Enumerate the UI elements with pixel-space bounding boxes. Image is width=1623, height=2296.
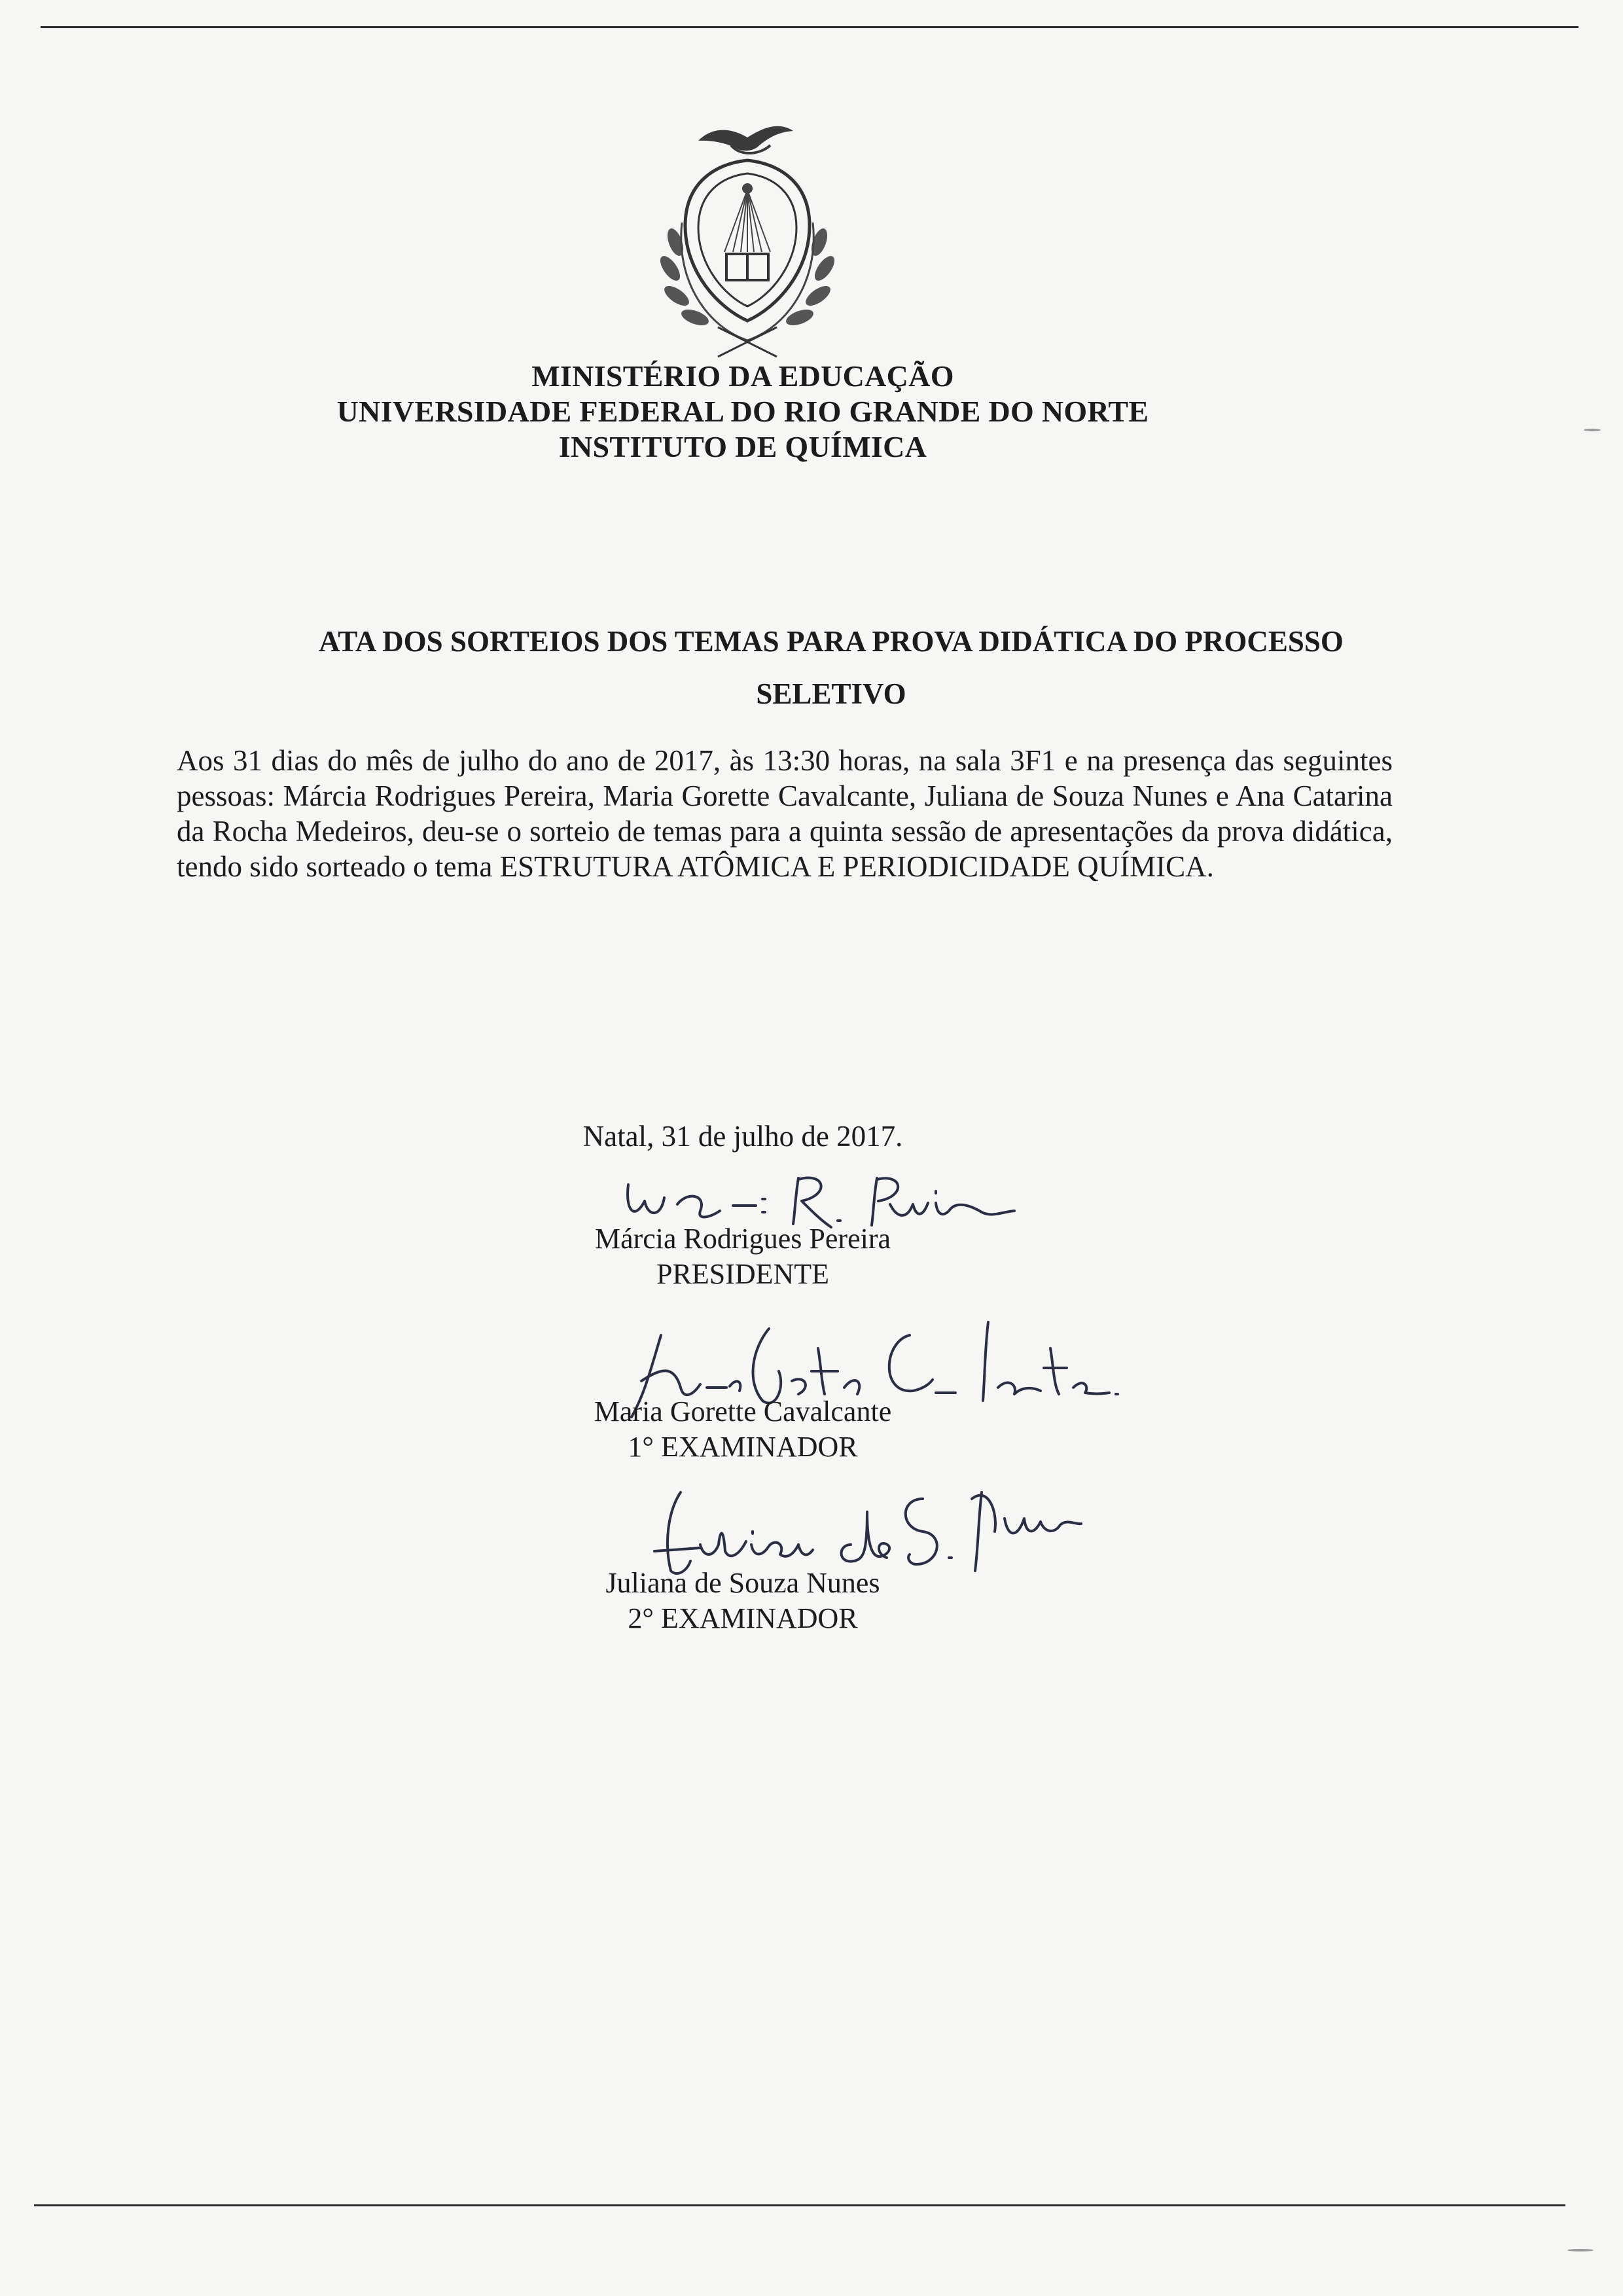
university-seal-icon [636, 111, 859, 367]
title-line-1: ATA DOS SORTEIOS DOS TEMAS PARA PROVA DIDÁTICA DO PROCESSO [319, 625, 1344, 658]
signer-role: PRESIDENTE [656, 1258, 829, 1290]
signature-block-president [0, 1221, 1486, 1292]
title-line-2: SELETIVO [756, 677, 906, 710]
signer-role: 1° EXAMINADOR [628, 1431, 858, 1463]
signer-name: Maria Gorette Cavalcante [594, 1395, 892, 1427]
signer-name: Juliana de Souza Nunes [605, 1567, 880, 1599]
scan-mark [1567, 2249, 1594, 2251]
institute-name: INSTITUTO DE QUÍMICA [558, 430, 927, 463]
place-date: Natal, 31 de julho de 2017. [582, 1120, 903, 1153]
ministry-name: MINISTÉRIO DA EDUCAÇÃO [531, 359, 954, 393]
signer-role: 2° EXAMINADOR [628, 1602, 858, 1634]
signer-name: Márcia Rodrigues Pereira [594, 1223, 891, 1255]
university-name: UNIVERSIDADE FEDERAL DO RIO GRANDE DO NORTE [336, 395, 1149, 428]
institution-header [0, 359, 1486, 465]
signature-juliana [641, 1473, 1086, 1577]
scan-mark [1584, 429, 1601, 431]
minutes-body: Aos 31 dias do mês de julho do ano de 2017, às 13:30 horas, na sala 3F1 e na presença das seguintes pessoas: Márcia Rodrigues Pereira, Maria Gorette Cavalcante, Juliana de Souza Nunes e Ana Catarina da Rocha Medeiros, deu-se o sorteio de temas para a quinta sessão de apresentações da prova didática, tendo sido sorteado o tema ESTRUTURA ATÔMICA E PERIODICIDADE QUÍMICA. [177, 744, 1393, 883]
bottom-rule [34, 2204, 1565, 2206]
top-rule [41, 26, 1578, 28]
signature-block-examiner-2 [0, 1566, 1486, 1636]
signature-block-examiner-1 [0, 1394, 1486, 1465]
document-title [196, 615, 1466, 720]
